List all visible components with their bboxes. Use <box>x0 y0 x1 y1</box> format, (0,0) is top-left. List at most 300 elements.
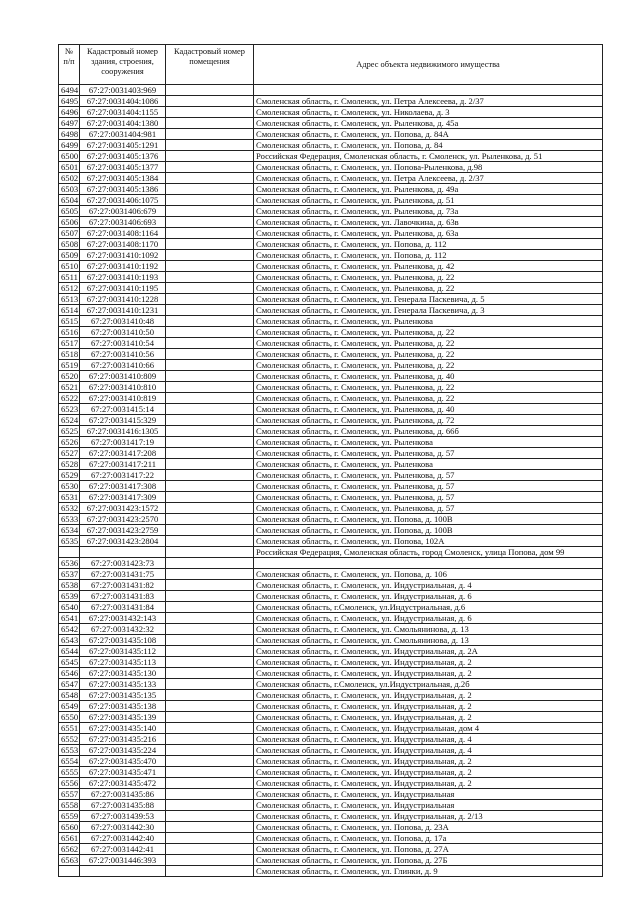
row-number: 6554 <box>59 756 80 767</box>
cadastral-room-cell <box>166 514 254 525</box>
row-number: 6529 <box>59 470 80 481</box>
table-row <box>59 668 603 679</box>
address-cell: Смоленская область, г. Смоленск, ул. Рыленкова <box>254 459 603 470</box>
cadastral-building-cell: 67:27:0031446:393 <box>80 855 166 866</box>
table-row <box>59 613 603 624</box>
address-cell: Смоленская область, г. Смоленск, ул. Попова, д. 27А <box>254 844 603 855</box>
property-table <box>58 44 603 877</box>
table-row <box>59 85 603 96</box>
address-cell: Смоленская область, г. Смоленск, ул. Индустриальная, д. 6 <box>254 591 603 602</box>
address-cell: Российская Федерация, Смоленская область, г. Смоленск, ул. Рыленкова, д. 51 <box>254 151 603 162</box>
cadastral-building-cell <box>80 547 166 558</box>
table-row <box>59 602 603 613</box>
table-row <box>59 173 603 184</box>
cadastral-room-cell <box>166 767 254 778</box>
table-row <box>59 569 603 580</box>
row-number: 6544 <box>59 646 80 657</box>
address-cell: Смоленская область, г. Смоленск, ул. Индустриальная, д. 4 <box>254 745 603 756</box>
row-number: 6553 <box>59 745 80 756</box>
row-number: 6546 <box>59 668 80 679</box>
table-row <box>59 547 603 558</box>
address-cell: Смоленская область, г. Смоленск, ул. Попова, д. 100В <box>254 514 603 525</box>
table-row <box>59 195 603 206</box>
cadastral-room-cell <box>166 250 254 261</box>
cadastral-building-cell: 67:27:0031405:1386 <box>80 184 166 195</box>
table-row <box>59 734 603 745</box>
row-number: 6533 <box>59 514 80 525</box>
cadastral-room-cell <box>166 459 254 470</box>
table-row <box>59 657 603 668</box>
cadastral-building-cell: 67:27:0031435:108 <box>80 635 166 646</box>
cadastral-building-cell: 67:27:0031415:14 <box>80 404 166 415</box>
address-cell: Смоленская область, г. Смоленск, ул. Индустриальная, д. 2 <box>254 778 603 789</box>
table-row <box>59 371 603 382</box>
table-row <box>59 448 603 459</box>
address-cell: Смоленская область, г. Смоленск, ул. Глинки, д. 9 <box>254 866 603 877</box>
cadastral-building-cell: 67:27:0031410:54 <box>80 338 166 349</box>
cadastral-building-cell: 67:27:0031404:1380 <box>80 118 166 129</box>
table-row <box>59 184 603 195</box>
row-number: 6540 <box>59 602 80 613</box>
address-cell: Смоленская область, г. Смоленск, ул. Индустриальная, д. 2 <box>254 756 603 767</box>
table-row <box>59 426 603 437</box>
address-cell: Смоленская область, г. Смоленск, ул. Генерала Паскевича, д. 3 <box>254 305 603 316</box>
cadastral-room-cell <box>166 855 254 866</box>
address-cell: Смоленская область, г. Смоленск, ул. Индустриальная, д. 4 <box>254 734 603 745</box>
table-row <box>59 382 603 393</box>
cadastral-room-cell <box>166 525 254 536</box>
row-number: 6530 <box>59 481 80 492</box>
table-row <box>59 459 603 470</box>
cadastral-building-cell: 67:27:0031415:329 <box>80 415 166 426</box>
table-row <box>59 107 603 118</box>
cadastral-room-cell <box>166 646 254 657</box>
cadastral-building-cell <box>80 866 166 877</box>
table-row <box>59 712 603 723</box>
cadastral-building-cell: 67:27:0031405:1291 <box>80 140 166 151</box>
table-row <box>59 591 603 602</box>
cadastral-building-cell: 67:27:0031442:40 <box>80 833 166 844</box>
row-number: 6539 <box>59 591 80 602</box>
table-row <box>59 316 603 327</box>
cadastral-room-cell <box>166 162 254 173</box>
table-row <box>59 503 603 514</box>
cadastral-room-cell <box>166 635 254 646</box>
address-cell: Смоленская область, г. Смоленск, ул. Рыленкова, д. 49а <box>254 184 603 195</box>
table-row <box>59 811 603 822</box>
address-cell: Смоленская область, г. Смоленск, ул. Николаева, д. 3 <box>254 107 603 118</box>
cadastral-building-cell: 67:27:0031408:1170 <box>80 239 166 250</box>
table-row <box>59 118 603 129</box>
table-row <box>59 283 603 294</box>
address-cell: Смоленская область, г. Смоленск, ул. Рыленкова, д. 22 <box>254 338 603 349</box>
cadastral-building-cell: 67:27:0031410:66 <box>80 360 166 371</box>
cadastral-room-cell <box>166 184 254 195</box>
address-cell: Смоленская область, г. Смоленск, ул. Попова, д. 84А <box>254 129 603 140</box>
cadastral-building-cell: 67:27:0031435:472 <box>80 778 166 789</box>
row-number: 6531 <box>59 492 80 503</box>
row-number: 6534 <box>59 525 80 536</box>
cadastral-room-cell <box>166 360 254 371</box>
address-cell: Смоленская область, г. Смоленск, ул. Рыленкова <box>254 437 603 448</box>
cadastral-building-cell: 67:27:0031408:1164 <box>80 228 166 239</box>
table-row <box>59 767 603 778</box>
table-row <box>59 679 603 690</box>
address-cell: Смоленская область, г. Смоленск, ул. Рыленкова, д. 22 <box>254 360 603 371</box>
table-row <box>59 239 603 250</box>
row-number: 6520 <box>59 371 80 382</box>
cadastral-building-cell: 67:27:0031410:809 <box>80 371 166 382</box>
address-cell: Смоленская область, г. Смоленск, ул. Рыленкова, д. 57 <box>254 448 603 459</box>
row-number: 6549 <box>59 701 80 712</box>
row-number: 6557 <box>59 789 80 800</box>
row-number: 6505 <box>59 206 80 217</box>
cadastral-room-cell <box>166 789 254 800</box>
cadastral-building-cell: 67:27:0031431:83 <box>80 591 166 602</box>
cadastral-building-cell: 67:27:0031423:2570 <box>80 514 166 525</box>
address-cell: Смоленская область, г. Смоленск, ул. Рыленкова, д. 22 <box>254 382 603 393</box>
row-number: 6541 <box>59 613 80 624</box>
row-number: 6559 <box>59 811 80 822</box>
table-header-row <box>59 45 603 85</box>
header-cadastral-building: Кадастровый номер здания, строения, сооружения <box>80 45 166 85</box>
cadastral-building-cell: 67:27:0031410:48 <box>80 316 166 327</box>
cadastral-room-cell <box>166 118 254 129</box>
row-number: 6523 <box>59 404 80 415</box>
cadastral-room-cell <box>166 96 254 107</box>
row-number: 6556 <box>59 778 80 789</box>
cadastral-room-cell <box>166 591 254 602</box>
table-row <box>59 151 603 162</box>
cadastral-building-cell: 67:27:0031405:1384 <box>80 173 166 184</box>
address-cell: Смоленская область, г. Смоленск, ул. Попова, д. 23А <box>254 822 603 833</box>
cadastral-building-cell: 67:27:0031410:1193 <box>80 272 166 283</box>
cadastral-room-cell <box>166 822 254 833</box>
cadastral-room-cell <box>166 723 254 734</box>
table-row <box>59 866 603 877</box>
table-row <box>59 492 603 503</box>
address-cell: Смоленская область, г. Смоленск, ул. Рыленкова, д. 22 <box>254 283 603 294</box>
cadastral-building-cell: 67:27:0031410:1231 <box>80 305 166 316</box>
cadastral-room-cell <box>166 327 254 338</box>
cadastral-building-cell: 67:27:0031423:2759 <box>80 525 166 536</box>
address-cell: Смоленская область, г. Смоленск, ул. Рыленкова, д. 22 <box>254 272 603 283</box>
cadastral-room-cell <box>166 382 254 393</box>
row-number: 6525 <box>59 426 80 437</box>
table-row <box>59 294 603 305</box>
address-cell: Смоленская область, г. Смоленск, ул. Попова, д. 17а <box>254 833 603 844</box>
table-row <box>59 723 603 734</box>
cadastral-room-cell <box>166 844 254 855</box>
address-cell: Смоленская область, г. Смоленск, ул. Рыленкова, д. 40 <box>254 371 603 382</box>
cadastral-room-cell <box>166 140 254 151</box>
row-number: 6551 <box>59 723 80 734</box>
cadastral-building-cell: 67:27:0031406:679 <box>80 206 166 217</box>
cadastral-room-cell <box>166 657 254 668</box>
table-row <box>59 624 603 635</box>
cadastral-room-cell <box>166 547 254 558</box>
address-cell: Смоленская область, г. Смоленск, ул. Рыленкова, д. 66б <box>254 426 603 437</box>
address-cell: Смоленская область, г. Смоленск, ул. Индустриальная, д. 2 <box>254 657 603 668</box>
table-row <box>59 250 603 261</box>
row-number: 6513 <box>59 294 80 305</box>
row-number: 6518 <box>59 349 80 360</box>
address-cell: Смоленская область, г. Смоленск, ул. Попова-Рыленкова, д.98 <box>254 162 603 173</box>
row-number: 6563 <box>59 855 80 866</box>
row-number: 6543 <box>59 635 80 646</box>
row-number: 6503 <box>59 184 80 195</box>
address-cell: Смоленская область, г. Смоленск, ул. Индустриальная, д. 2 <box>254 668 603 679</box>
cadastral-room-cell <box>166 426 254 437</box>
row-number: 6509 <box>59 250 80 261</box>
cadastral-room-cell <box>166 272 254 283</box>
header-cadastral-room: Кадастровый номер помещения <box>166 45 254 85</box>
row-number: 6507 <box>59 228 80 239</box>
address-cell <box>254 558 603 569</box>
table-row <box>59 327 603 338</box>
table-row <box>59 360 603 371</box>
cadastral-room-cell <box>166 294 254 305</box>
table-row <box>59 514 603 525</box>
cadastral-building-cell: 67:27:0031431:75 <box>80 569 166 580</box>
table-row <box>59 217 603 228</box>
cadastral-room-cell <box>166 833 254 844</box>
cadastral-building-cell: 67:27:0031435:130 <box>80 668 166 679</box>
table-row <box>59 800 603 811</box>
row-number: 6538 <box>59 580 80 591</box>
cadastral-building-cell: 67:27:0031404:1155 <box>80 107 166 118</box>
table-row <box>59 349 603 360</box>
row-number: 6545 <box>59 657 80 668</box>
cadastral-room-cell <box>166 371 254 382</box>
row-number: 6496 <box>59 107 80 118</box>
address-cell: Смоленская область, г. Смоленск, ул. Попова, д. 106 <box>254 569 603 580</box>
cadastral-room-cell <box>166 569 254 580</box>
cadastral-room-cell <box>166 283 254 294</box>
header-num: № п/п <box>59 45 80 85</box>
cadastral-room-cell <box>166 613 254 624</box>
row-number: 6517 <box>59 338 80 349</box>
address-cell: Смоленская область, г.Смоленск, ул.Индустриальная, д.6 <box>254 602 603 613</box>
address-cell: Смоленская область, г. Смоленск, ул. Рыленкова <box>254 316 603 327</box>
table-row <box>59 690 603 701</box>
cadastral-building-cell: 67:27:0031410:1228 <box>80 294 166 305</box>
table-row <box>59 140 603 151</box>
row-number: 6535 <box>59 536 80 547</box>
address-cell: Смоленская область, г. Смоленск, ул. Генерала Паскевича, д. 5 <box>254 294 603 305</box>
cadastral-room-cell <box>166 129 254 140</box>
cadastral-room-cell <box>166 261 254 272</box>
cadastral-room-cell <box>166 173 254 184</box>
table-row <box>59 272 603 283</box>
row-number: 6506 <box>59 217 80 228</box>
cadastral-room-cell <box>166 316 254 327</box>
cadastral-building-cell: 67:27:0031417:309 <box>80 492 166 503</box>
table-row <box>59 437 603 448</box>
cadastral-building-cell: 67:27:0031442:41 <box>80 844 166 855</box>
cadastral-room-cell <box>166 734 254 745</box>
cadastral-room-cell <box>166 85 254 96</box>
cadastral-building-cell: 67:27:0031410:810 <box>80 382 166 393</box>
cadastral-building-cell: 67:27:0031435:138 <box>80 701 166 712</box>
cadastral-building-cell: 67:27:0031432:143 <box>80 613 166 624</box>
row-number: 6562 <box>59 844 80 855</box>
cadastral-room-cell <box>166 151 254 162</box>
cadastral-room-cell <box>166 338 254 349</box>
row-number: 6524 <box>59 415 80 426</box>
address-cell: Смоленская область, г. Смоленск, ул. Рыленкова, д. 57 <box>254 481 603 492</box>
cadastral-building-cell: 67:27:0031435:112 <box>80 646 166 657</box>
cadastral-building-cell: 67:27:0031435:86 <box>80 789 166 800</box>
cadastral-room-cell <box>166 481 254 492</box>
cadastral-building-cell: 67:27:0031404:981 <box>80 129 166 140</box>
row-number: 6504 <box>59 195 80 206</box>
cadastral-building-cell: 67:27:0031435:224 <box>80 745 166 756</box>
table-row <box>59 228 603 239</box>
cadastral-building-cell: 67:27:0031417:22 <box>80 470 166 481</box>
table-row <box>59 261 603 272</box>
row-number: 6498 <box>59 129 80 140</box>
address-cell: Смоленская область, г.Смоленск, ул.Индустриальная, д.2б <box>254 679 603 690</box>
address-cell: Смоленская область, г. Смоленск, ул. Рыленкова, д. 72 <box>254 415 603 426</box>
cadastral-room-cell <box>166 536 254 547</box>
address-cell: Смоленская область, г. Смоленск, ул. Индустриальная, дом 4 <box>254 723 603 734</box>
address-cell: Смоленская область, г. Смоленск, ул. Рыленкова, д. 40 <box>254 404 603 415</box>
cadastral-room-cell <box>166 217 254 228</box>
address-cell: Российская Федерация, Смоленская область, город Смоленск, улица Попова, дом 99 <box>254 547 603 558</box>
cadastral-building-cell: 67:27:0031442:30 <box>80 822 166 833</box>
row-number: 6560 <box>59 822 80 833</box>
cadastral-building-cell: 67:27:0031435:470 <box>80 756 166 767</box>
table-row <box>59 855 603 866</box>
row-number: 6512 <box>59 283 80 294</box>
row-number <box>59 547 80 558</box>
cadastral-room-cell <box>166 492 254 503</box>
table-row <box>59 789 603 800</box>
row-number: 6511 <box>59 272 80 283</box>
row-number: 6521 <box>59 382 80 393</box>
table-row <box>59 415 603 426</box>
address-cell: Смоленская область, г. Смоленск, ул. Индустриальная <box>254 789 603 800</box>
address-cell: Смоленская область, г. Смоленск, ул. Смольянинова, д. 13 <box>254 635 603 646</box>
row-number: 6558 <box>59 800 80 811</box>
address-cell: Смоленская область, г. Смоленск, ул. Рыленкова, д. 22 <box>254 349 603 360</box>
cadastral-room-cell <box>166 668 254 679</box>
address-cell: Смоленская область, г. Смоленск, ул. Рыленкова, д. 73а <box>254 206 603 217</box>
cadastral-building-cell: 67:27:0031410:56 <box>80 349 166 360</box>
address-cell: Смоленская область, г. Смоленск, ул. Индустриальная <box>254 800 603 811</box>
table-row <box>59 96 603 107</box>
cadastral-room-cell <box>166 195 254 206</box>
cadastral-room-cell <box>166 437 254 448</box>
table-row <box>59 393 603 404</box>
address-cell: Смоленская область, г. Смоленск, ул. Рыленкова, д. 42 <box>254 261 603 272</box>
cadastral-building-cell: 67:27:0031423:1572 <box>80 503 166 514</box>
cadastral-building-cell: 67:27:0031416:1305 <box>80 426 166 437</box>
cadastral-room-cell <box>166 206 254 217</box>
cadastral-room-cell <box>166 756 254 767</box>
address-cell: Смоленская область, г. Смоленск, ул. Попова, д. 112 <box>254 239 603 250</box>
table-row <box>59 305 603 316</box>
cadastral-room-cell <box>166 866 254 877</box>
cadastral-building-cell: 67:27:0031410:819 <box>80 393 166 404</box>
row-number: 6508 <box>59 239 80 250</box>
address-cell: Смоленская область, г. Смоленск, ул. Индустриальная, д. 4 <box>254 580 603 591</box>
address-cell: Смоленская область, г. Смоленск, ул. Попова, д. 100В <box>254 525 603 536</box>
cadastral-building-cell: 67:27:0031403:969 <box>80 85 166 96</box>
cadastral-room-cell <box>166 602 254 613</box>
table-row <box>59 338 603 349</box>
cadastral-building-cell: 67:27:0031405:1376 <box>80 151 166 162</box>
cadastral-building-cell: 67:27:0031417:208 <box>80 448 166 459</box>
address-cell: Смоленская область, г. Смоленск, ул. Попова, д. 27Б <box>254 855 603 866</box>
cadastral-building-cell: 67:27:0031406:1075 <box>80 195 166 206</box>
address-cell: Смоленская область, г. Смоленск, ул. Рыленкова, д. 57 <box>254 470 603 481</box>
cadastral-building-cell: 67:27:0031417:308 <box>80 481 166 492</box>
address-cell <box>254 85 603 96</box>
cadastral-building-cell: 67:27:0031432:32 <box>80 624 166 635</box>
cadastral-room-cell <box>166 107 254 118</box>
table-row <box>59 558 603 569</box>
table-row <box>59 756 603 767</box>
cadastral-building-cell: 67:27:0031435:471 <box>80 767 166 778</box>
row-number: 6501 <box>59 162 80 173</box>
cadastral-room-cell <box>166 778 254 789</box>
table-row <box>59 536 603 547</box>
row-number: 6550 <box>59 712 80 723</box>
table-row <box>59 635 603 646</box>
table-row <box>59 701 603 712</box>
address-cell: Смоленская область, г. Смоленск, ул. Петра Алексеева, д. 2/37 <box>254 96 603 107</box>
row-number: 6547 <box>59 679 80 690</box>
cadastral-building-cell: 67:27:0031431:82 <box>80 580 166 591</box>
cadastral-building-cell: 67:27:0031410:1092 <box>80 250 166 261</box>
cadastral-building-cell: 67:27:0031435:133 <box>80 679 166 690</box>
row-number: 6515 <box>59 316 80 327</box>
cadastral-building-cell: 67:27:0031435:88 <box>80 800 166 811</box>
cadastral-building-cell: 67:27:0031435:135 <box>80 690 166 701</box>
row-number: 6514 <box>59 305 80 316</box>
row-number: 6532 <box>59 503 80 514</box>
cadastral-room-cell <box>166 712 254 723</box>
table-row <box>59 833 603 844</box>
row-number: 6499 <box>59 140 80 151</box>
cadastral-building-cell: 67:27:0031435:139 <box>80 712 166 723</box>
document-sheet <box>58 44 602 877</box>
row-number: 6497 <box>59 118 80 129</box>
row-number: 6552 <box>59 734 80 745</box>
cadastral-room-cell <box>166 800 254 811</box>
cadastral-building-cell: 67:27:0031410:1192 <box>80 261 166 272</box>
cadastral-room-cell <box>166 448 254 459</box>
row-number <box>59 866 80 877</box>
cadastral-room-cell <box>166 679 254 690</box>
address-cell: Смоленская область, г. Смоленск, ул. Попова, 102А <box>254 536 603 547</box>
cadastral-room-cell <box>166 239 254 250</box>
row-number: 6522 <box>59 393 80 404</box>
cadastral-room-cell <box>166 690 254 701</box>
address-cell: Смоленская область, г. Смоленск, ул. Индустриальная, д. 6 <box>254 613 603 624</box>
table-row <box>59 778 603 789</box>
table-row <box>59 844 603 855</box>
table-row <box>59 646 603 657</box>
cadastral-building-cell: 67:27:0031417:211 <box>80 459 166 470</box>
table-row <box>59 129 603 140</box>
address-cell: Смоленская область, г. Смоленск, ул. Индустриальная, д. 2 <box>254 767 603 778</box>
row-number: 6561 <box>59 833 80 844</box>
cadastral-room-cell <box>166 503 254 514</box>
row-number: 6536 <box>59 558 80 569</box>
